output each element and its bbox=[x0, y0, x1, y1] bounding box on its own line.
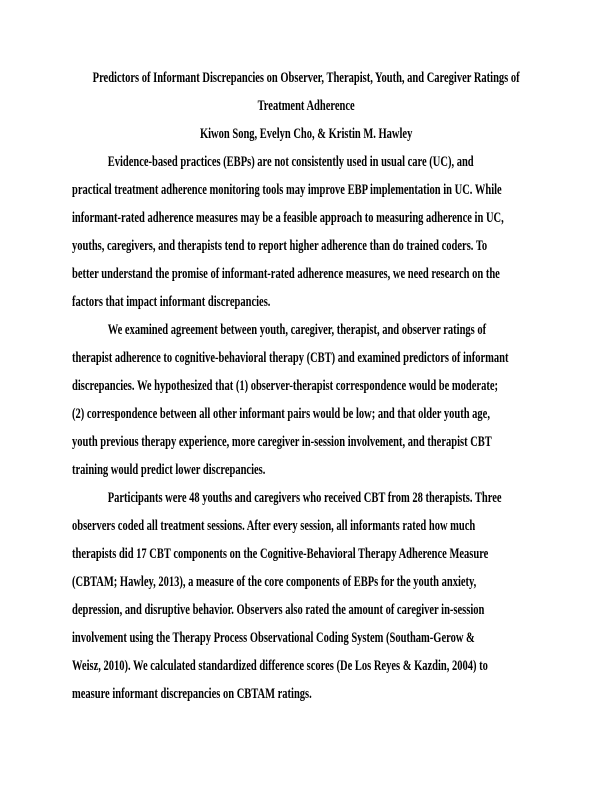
paragraph bbox=[72, 148, 540, 316]
text-line: depression, and disruptive behavior. Observers also rated the amount of caregiver in-session bbox=[72, 602, 485, 618]
text-line: Weisz, 2010). We calculated standardized difference scores (De Los Reyes & Kazdin, 2004) to bbox=[72, 658, 488, 674]
title-line: Predictors of Informant Discrepancies on Observer, Therapist, Youth, and Caregiver Ratings of bbox=[92, 70, 520, 86]
text-line: involvement using the Therapy Process Observational Coding System (Southam-Gerow & bbox=[72, 630, 475, 646]
paragraph bbox=[72, 316, 540, 484]
text-line: Evidence-based practices (EBPs) are not consistently used in usual care (UC), and bbox=[107, 154, 474, 170]
text-line: therapists did 17 CBT components on the Cognitive-Behavioral Therapy Adherence Measure bbox=[72, 546, 489, 562]
abstract-body bbox=[72, 148, 540, 708]
paper-title bbox=[72, 64, 540, 120]
text-line: (CBTAM; Hawley, 2013), a measure of the core components of EBPs for the youth anxiety, bbox=[72, 574, 477, 590]
text-line: practical treatment adherence monitoring tools may improve EBP implementation in UC. While bbox=[72, 182, 502, 198]
title-line: Treatment Adherence bbox=[257, 98, 355, 114]
text-line: better understand the promise of informant-rated adherence measures, we need research on the bbox=[72, 266, 500, 282]
text-line: Participants were 48 youths and caregivers who received CBT from 28 therapists. Three bbox=[107, 490, 502, 506]
text-line: observers coded all treatment sessions. After every session, all informants rated how much bbox=[72, 518, 476, 534]
text-line: measure informant discrepancies on CBTAM ratings. bbox=[72, 686, 312, 702]
text-line: (2) correspondence between all other informant pairs would be low; and that older youth age, bbox=[72, 406, 490, 422]
abstract-content bbox=[72, 64, 540, 708]
paragraph bbox=[72, 484, 540, 708]
text-line: youth previous therapy experience, more caregiver in-session involvement, and therapist CBT bbox=[72, 434, 492, 450]
authors-line: Kiwon Song, Evelyn Cho, & Kristin M. Hawley bbox=[199, 126, 413, 142]
text-line: youths, caregivers, and therapists tend to report higher adherence than do trained coders. To bbox=[72, 238, 488, 254]
text-line: We examined agreement between youth, caregiver, therapist, and observer ratings of bbox=[107, 322, 487, 338]
text-line: factors that impact informant discrepancies. bbox=[72, 294, 271, 310]
text-line: training would predict lower discrepancies. bbox=[72, 462, 266, 478]
text-line: informant-rated adherence measures may be a feasible approach to measuring adherence in UC, bbox=[72, 210, 504, 226]
text-line: discrepancies. We hypothesized that (1) observer-therapist correspondence would be moderate; bbox=[72, 378, 498, 394]
text-line: therapist adherence to cognitive-behavioral therapy (CBT) and examined predictors of informant bbox=[72, 350, 509, 366]
